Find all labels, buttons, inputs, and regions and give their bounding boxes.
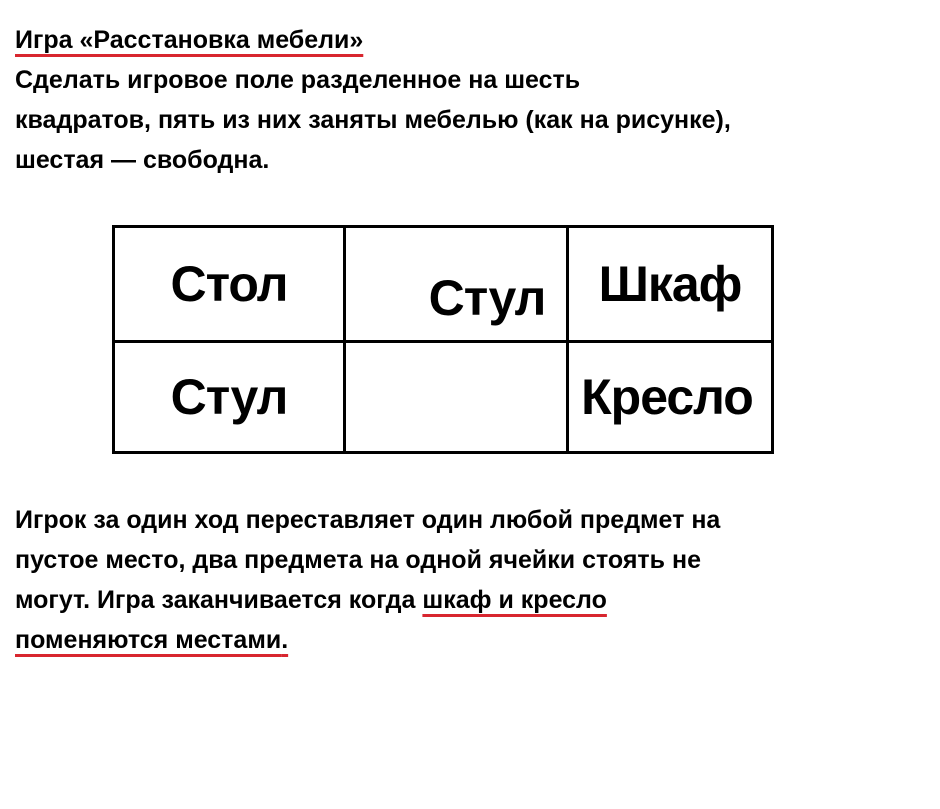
rules-paragraph (15, 500, 720, 660)
board-cell[interactable] (112, 225, 346, 343)
intro-paragraph (15, 60, 731, 180)
board-cell[interactable] (566, 340, 774, 454)
board-cell[interactable] (343, 225, 569, 343)
cell-label: Стул (428, 270, 546, 326)
furniture-board (112, 225, 774, 454)
rules-line: пустое место, два предмета на одной ячейки стоять не (15, 546, 701, 574)
rules-line (15, 580, 720, 620)
cell-label: Кресло (581, 369, 753, 425)
cell-label: Стул (170, 369, 288, 425)
page-title (15, 20, 363, 60)
intro-line: Сделать игровое поле разделенное на шесть (15, 66, 581, 94)
rules-highlight: шкаф и кресло (422, 586, 607, 614)
intro-line: квадратов, пять из них заняты мебелью (как на рисунке), (15, 106, 731, 134)
title-text: Игра «Расстановка мебели» (15, 26, 364, 54)
cell-label: Шкаф (598, 256, 742, 312)
rules-highlight: поменяются местами (15, 626, 282, 654)
intro-line: шестая — свободна. (15, 146, 270, 174)
cell-label: Стол (170, 256, 288, 312)
rules-text: . (281, 626, 289, 654)
board-cell[interactable] (566, 225, 774, 343)
board-cell-empty[interactable] (343, 340, 569, 454)
board-cell[interactable] (112, 340, 346, 454)
rules-line: Игрок за один ход переставляет один любой предмет на (15, 506, 721, 534)
rules-line (15, 620, 720, 660)
rules-text: могут. Игра заканчивается когда (15, 586, 423, 614)
